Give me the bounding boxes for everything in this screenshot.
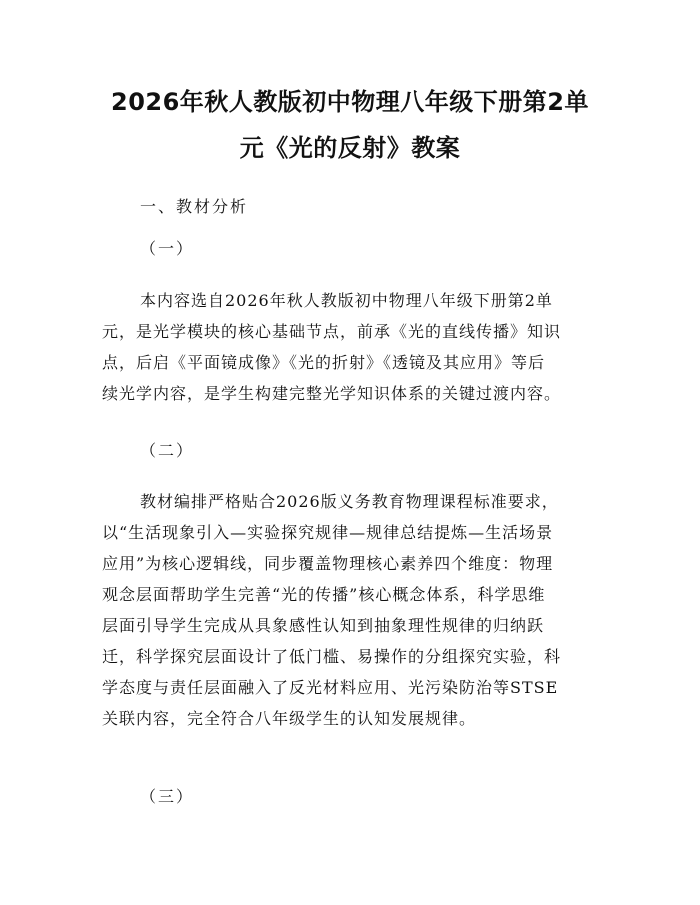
paragraph-line: 元，是光学模块的核心基础节点，前承《光的直线传播》知识 [102, 322, 562, 341]
subsection-label-2: （二） [140, 441, 195, 460]
paragraph-line: 层面引导学生完成从具象感性认知到抽象理性规律的归纳跃 [102, 616, 545, 635]
paragraph-line: 续光学内容，是学生构建完整光学知识体系的关键过渡内容。 [102, 384, 562, 403]
paragraph-line: 点，后启《平面镜成像》《光的折射》《透镜及其应用》等后 [102, 353, 546, 372]
paragraph-line: 以“生活现象引入—实验探究规律—规律总结提炼—生活场景 [102, 523, 554, 542]
subsection-label-1: （一） [140, 239, 195, 258]
section-heading: 一、教材分析 [140, 197, 249, 216]
paragraph-1 [102, 285, 598, 409]
paragraph-2 [102, 486, 598, 734]
paragraph-line: 学态度与责任层面融入了反光材料应用、光污染防治等STSE [102, 678, 559, 697]
paragraph-line: 关联内容，完全符合八年级学生的认知发展规律。 [102, 709, 477, 728]
paragraph-line: 应用”为核心逻辑线，同步覆盖物理核心素养四个维度：物理 [102, 554, 554, 573]
paragraph-line: 迁，科学探究层面设计了低门槛、易操作的分组探究实验，科 [102, 647, 562, 666]
document-title-line-2: 元《光的反射》教案 [239, 134, 461, 162]
paragraph-line: 教材编排严格贴合2026版义务教育物理课程标准要求， [140, 492, 559, 511]
paragraph-line: 本内容选自2026年秋人教版初中物理八年级下册第2单 [140, 291, 553, 310]
document-title-line-1: 2026年秋人教版初中物理八年级下册第2单 [111, 88, 589, 116]
subsection-label-3: （三） [140, 787, 195, 806]
paragraph-line: 观念层面帮助学生完善“光的传播”核心概念体系，科学思维 [102, 585, 546, 604]
